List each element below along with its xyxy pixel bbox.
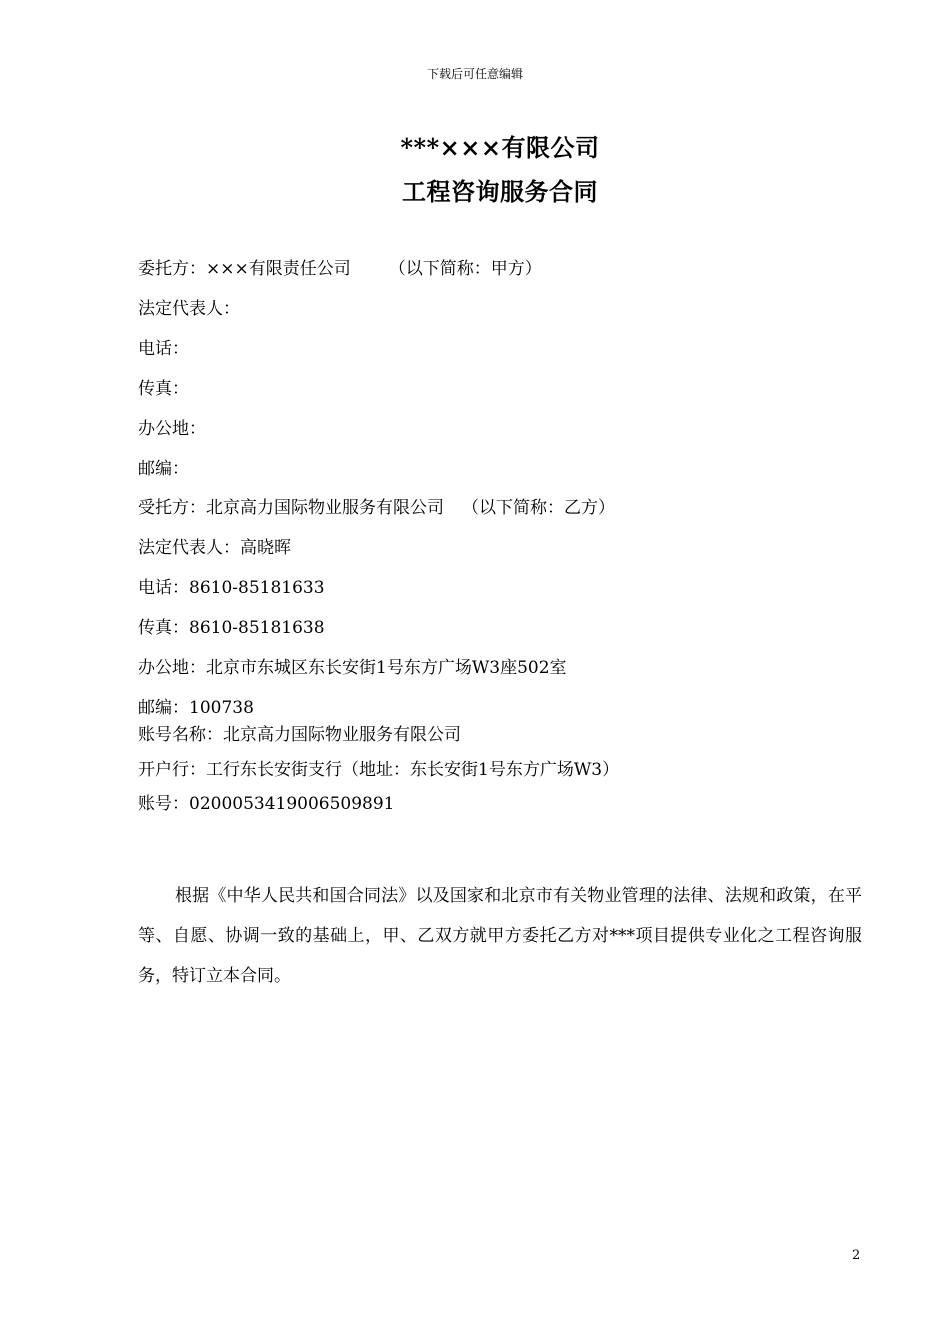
document-title-company: ***×××有限公司 <box>400 133 600 162</box>
page-number: 2 <box>852 1248 861 1263</box>
party-b-abbr: （以下简称：乙方） <box>462 498 615 518</box>
party-b-office: 办公地：北京市东城区东长安街1号东方广场W3座502室 <box>138 658 567 678</box>
party-b-label: 受托方： <box>138 498 206 518</box>
party-b-postcode: 邮编：100738 <box>138 698 254 718</box>
body-paragraph: 根据《中华人民共和国合同法》以及国家和北京市有关物业管理的法律、法规和政策，在平等、自愿、协调一致的基础上，甲、乙双方就甲方委托乙方对***项目提供专业化之工程咨询服务，特订立本合同。 <box>138 886 862 986</box>
party-a-fax: 传真： <box>138 379 189 399</box>
party-a-office: 办公地： <box>138 419 206 439</box>
party-b-account-no: 账号：0200053419006509891 <box>138 794 395 814</box>
party-b-name: 北京高力国际物业服务有限公司 <box>206 498 444 518</box>
party-a-postcode: 邮编： <box>138 459 189 479</box>
party-a-rep: 法定代表人： <box>138 299 240 319</box>
party-b-phone: 电话：8610-85181633 <box>138 578 325 598</box>
party-a-label: 委托方： <box>138 259 206 279</box>
party-b-account-name: 账号名称：北京高力国际物业服务有限公司 <box>138 725 461 745</box>
party-b-rep: 法定代表人：高晓晖 <box>138 538 291 558</box>
party-b-fax: 传真：8610-85181638 <box>138 618 325 638</box>
party-a-phone: 电话： <box>138 339 189 359</box>
party-a-line <box>138 258 542 280</box>
header-note: 下载后可任意编辑 <box>426 67 523 81</box>
document-title-contract: 工程咨询服务合同 <box>402 177 598 206</box>
party-b-bank: 开户行：工行东长安街支行（地址：东长安街1号东方广场W3） <box>138 760 620 780</box>
party-a-abbr: （以下简称：甲方） <box>388 259 542 279</box>
party-b-line <box>138 497 615 519</box>
party-a-name: ×××有限责任公司 <box>206 259 351 279</box>
